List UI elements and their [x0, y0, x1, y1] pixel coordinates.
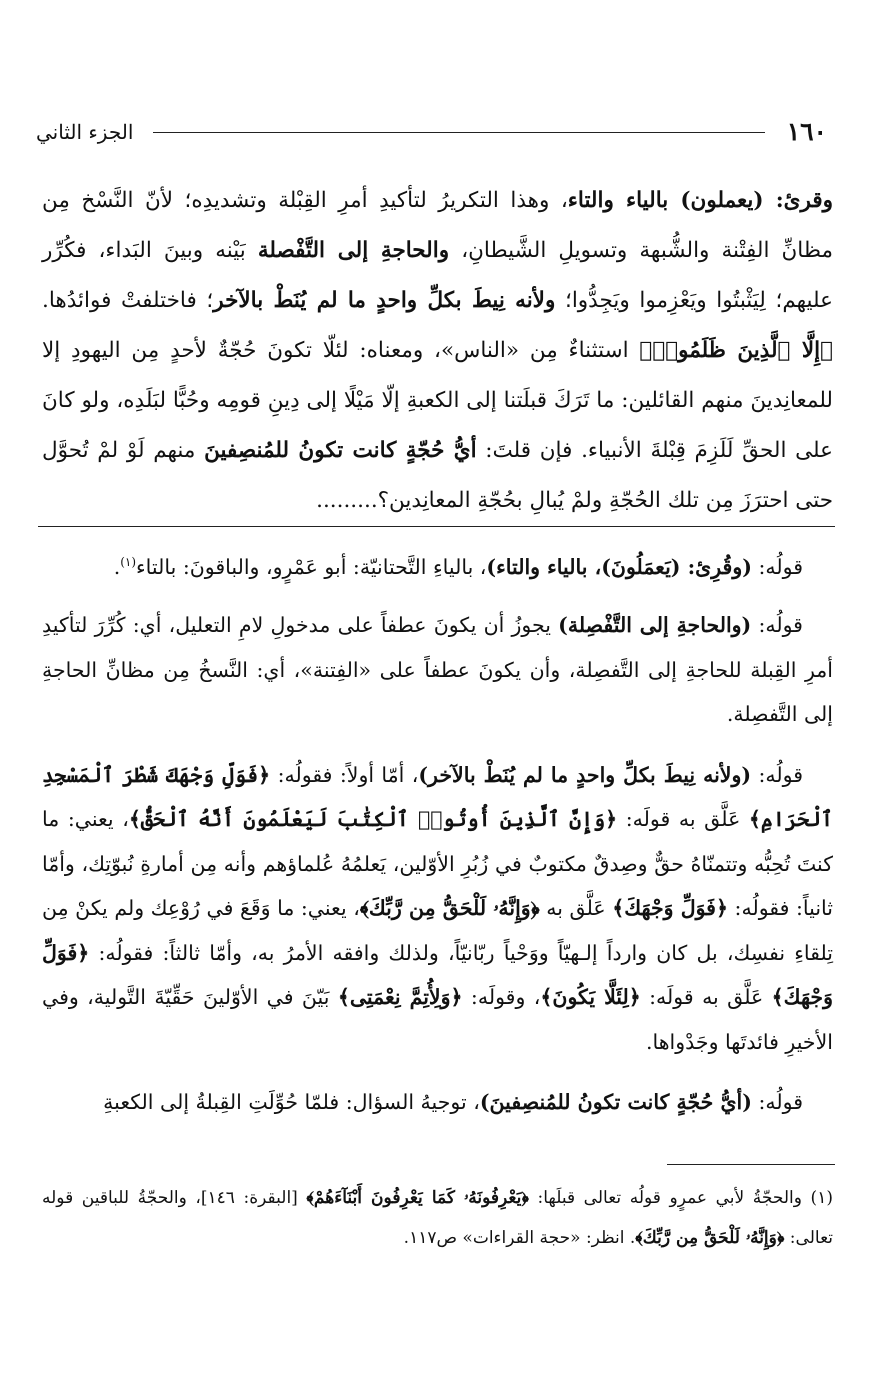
text-run: (١) والحجّةُ لأبي عمرٍو قولُه تعالى قبلَها:: [528, 1188, 833, 1208]
text-run: ، يعني: ما كنتَ تُحِبُّه وتتمنّاهُ حقٌّ وصِدقٌ مكتوبٌ في زُبُرِ الأوّلين، يَعلمُهُ عُلماؤهم وأنه مِن أمارةِ نُبوّتِك، وأمّا ثانياً: فقولُه:: [42, 807, 833, 921]
footnote: [42, 1178, 833, 1258]
text-run: .: [113, 554, 121, 579]
page-header: [36, 112, 827, 152]
text-run: عَلَّق به: [539, 896, 613, 921]
bold-phrase: (وقُرِئ: (يَعمَلُونَ)، بالياء والتاء): [486, 554, 752, 579]
text-run: بَيّنَ في الأوّلينَ حَقِّيّةَ التَّولية، وفي الأخيرِ فائدتَها وجَدْواها.: [42, 985, 833, 1054]
bold-phrase: (ولأنه نِيطَ بكلِّ واحدٍ ما لم يُنَطْ بالآخر): [418, 762, 752, 787]
text-run: ، وهذا التكريرُ لتأكيدِ أمرِ القِبْلة وتشديدِه؛ لأنّ النَّسْخ مِن مظانِّ الفِتْنة والشُّبهة وتسويلِ الشَّيطانِ،: [42, 188, 834, 263]
bold-phrase: أيُّ حُجّةٍ كانت تكونُ للمُنصِفينَ: [204, 438, 477, 463]
commentary-paragraph-4: [42, 1080, 833, 1125]
text-run: . انظر: «حجة القراءات» ص١١٧.: [403, 1228, 636, 1248]
commentary-paragraph-2: [42, 603, 833, 737]
section-divider: [38, 526, 835, 527]
commentary-paragraph-1: [42, 540, 833, 589]
footnote-paragraph: [42, 1178, 833, 1258]
quran-quote: ﴿وَإِنَّ ٱلَّذِينَ أُوتُوا۟ ٱلْكِتَٰبَ لَيَعْلَمُونَ أَنَّهُ ٱلْحَقُّ﴾: [128, 807, 618, 832]
footnote-rule: [667, 1164, 835, 1165]
quran-quote: ﴿لِئَلَّا يَكُونَ﴾: [540, 985, 641, 1010]
bold-phrase: (والحاجةِ إلى التَّفْصِلة): [558, 613, 752, 638]
text-run: استثناءٌ مِن «الناس»، ومعناه: لئلّا تكونَ حُجّةٌ لأحدٍ مِن اليهودِ إلا للمعانِدينَ منهم القائلين: ما تَرَكَ قبلَتنا إلى الكعبةِ إلّا مَيْلًا إلى دِينِ قومِه وحُبًّا لبَلَدِه، ولو كانَ على الحقِّ لَلَزِمَ قِبْلةَ الأنبياء. فإن قلتَ:: [42, 338, 833, 463]
quran-quote: ﴿وَإِنَّهُۥ لَلْحَقُّ مِن رَّبِّكَ﴾: [635, 1228, 785, 1248]
text-run: بَيْنه وبينَ البَداء، فكُرِّر عليهم؛ لِيَثْبتُوا ويَعْزِموا ويَجِدُّوا؛: [42, 238, 833, 313]
bold-phrase: (أيُّ حُجّةٍ كانت تكونُ للمُنصِفينَ): [479, 1090, 752, 1115]
text-run: ، أمّا أولاً: فقولُه:: [270, 762, 419, 787]
commentary-paragraph-3: [42, 753, 833, 1065]
quran-quote: ﴿فَوَلِّ وَجْهَكَ﴾: [42, 940, 833, 1010]
quran-quote: ﴿فَوَلِّ وَجْهَكَ شَطْرَ ٱلْمَسْجِدِ ٱلْحَرَامِ﴾: [42, 762, 833, 832]
header-rule: [153, 132, 764, 133]
text-run: عَلَّق به قولَه:: [617, 807, 749, 832]
quran-quote: ﴿يَعْرِفُونَهُۥ كَمَا يَعْرِفُونَ أَبْنَآءَهُمْ﴾: [306, 1188, 529, 1208]
part-title: الجزء الثاني: [36, 120, 134, 144]
main-text-paragraph: [42, 176, 833, 526]
bold-phrase: ولأنه نِيطَ بكلِّ واحدٍ ما لم يُنَطْ بالآخر: [213, 288, 556, 313]
footnote-reference[interactable]: (١): [120, 555, 137, 569]
text-run: قولُه:: [751, 762, 803, 787]
text-run: قولُه:: [751, 554, 803, 579]
bold-phrase: وقرئ: (يعملون) بالياء والتاء: [567, 188, 833, 213]
quran-quote: ﴿إِلَّا ٱلَّذِينَ ظَلَمُوا۟﴾: [639, 338, 833, 363]
text-run: ، وقولَه:: [462, 985, 541, 1010]
quran-quote: ﴿فَوَلِّ وَجْهَكَ﴾: [612, 896, 728, 921]
main-text: [42, 176, 833, 526]
text-run: قولُه:: [751, 1090, 803, 1115]
commentary-text: [42, 540, 833, 1141]
text-run: منهم لَوْ لمْ تُحوَّل حتى احترَزَ مِن تلك الحُجّةِ ولمْ يُبالِ بحُجّةِ المعانِدين؟.........: [42, 438, 833, 513]
quran-quote: ﴿وَإِنَّهُۥ لَلْحَقُّ مِن رَّبِّكَ﴾: [359, 896, 540, 921]
text-run: ، يعني: ما وَقَعَ في رُوْعِك ولم يكنْ مِن تِلقاءِ نفسِك، بل كان وارداً إلـهيّاً ووَحْياً ربّانيّاً، ولذلك وافقه الأمرُ به، وأمّا ثالثاً: فقولُه:: [42, 896, 833, 965]
text-run: يجوزُ أن يكونَ عطفاً على مدخولِ لامِ التعليل، أي: كُرِّرَ لتأكيدِ أمرِ القِبلة للحاجةِ إلى التَّفصِلة، وأن يكونَ عطفاً على «الفِتنة»، أي: النَّسخُ مِن مظانِّ الحاجةِ إلى التَّفصِلة.: [42, 613, 833, 727]
text-run: ، بالياءِ التَّحتانيّة: أبو عَمْرٍو، والباقونَ: بالتاء: [136, 554, 487, 579]
text-run: ، توجيهُ السؤال: فلمّا حُوِّلَتِ القِبلةُ إلى الكعبةِ: [103, 1090, 480, 1115]
page-number: ١٦٠: [786, 117, 827, 146]
quran-quote: ﴿وَلِأُتِمَّ نِعْمَتِى﴾: [337, 985, 463, 1010]
text-run: ؛ فاختلفتْ فوائدُها.: [42, 288, 214, 313]
bold-phrase: والحاجةِ إلى التَّفْصلة: [257, 238, 450, 263]
text-run: عَلَّق به قولَه:: [640, 985, 772, 1010]
text-run: قولُه:: [751, 613, 803, 638]
text-run: [البقرة: ١٤٦]، والحجّةُ للباقين قوله تعالى:: [42, 1188, 833, 1248]
